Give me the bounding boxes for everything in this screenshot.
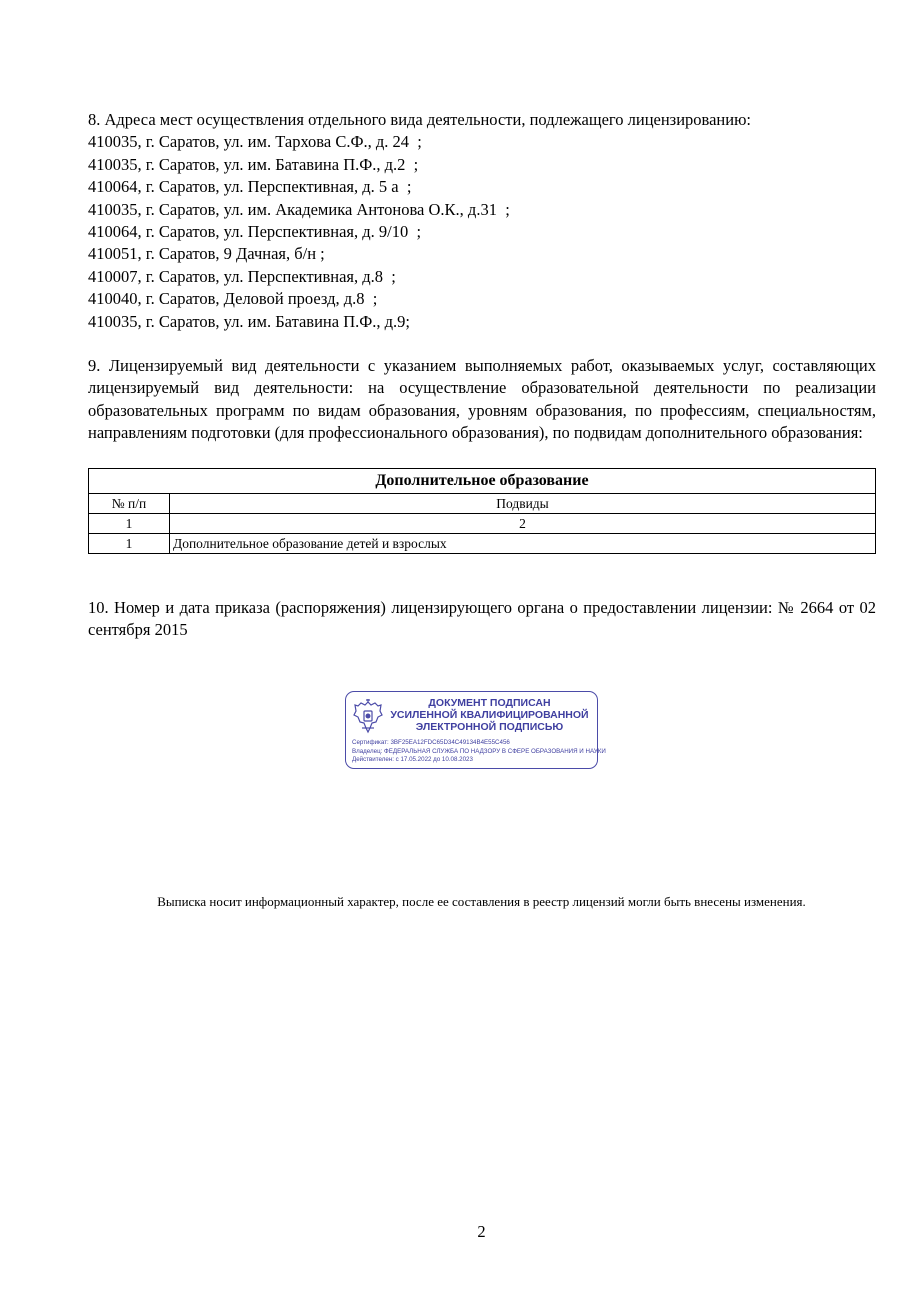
address-line: 410040, г. Саратов, Деловой проезд, д.8 ; bbox=[88, 289, 378, 309]
table-header-row bbox=[89, 494, 876, 514]
row-subtype: Дополнительное образование детей и взрослых bbox=[170, 534, 876, 554]
coat-of-arms-icon bbox=[352, 698, 384, 736]
electronic-signature-stamp bbox=[345, 691, 606, 769]
numbering-col-1: 1 bbox=[89, 514, 170, 534]
stamp-details bbox=[352, 739, 606, 765]
stamp-owner: Владелец: ФЕДЕРАЛЬНАЯ СЛУЖБА ПО НАДЗОРУ В СФЕРЕ ОБРАЗОВАНИЯ И НАУКИ bbox=[352, 747, 606, 755]
address-line: 410064, г. Саратов, ул. Перспективная, д. 9/10 ; bbox=[88, 222, 422, 242]
stamp-validity: Действителен: с 17.05.2022 до 10.08.2023 bbox=[352, 756, 473, 764]
stamp-line-3: ЭЛЕКТРОННОЙ ПОДПИСЬЮ bbox=[415, 721, 564, 733]
header-number: № п/п bbox=[89, 494, 170, 514]
table-title: Дополнительное образование bbox=[89, 469, 876, 494]
numbering-col-2: 2 bbox=[170, 514, 876, 534]
table-numbering-row bbox=[89, 514, 876, 534]
address-line: 410035, г. Саратов, ул. им. Батавина П.Ф., д.9; bbox=[88, 311, 411, 331]
address-line: 410064, г. Саратов, ул. Перспективная, д. 5 а ; bbox=[88, 177, 412, 197]
section-8-addresses bbox=[88, 109, 876, 333]
header-subtypes: Подвиды bbox=[170, 494, 876, 514]
disclaimer-note: Выписка носит информационный характер, после ее составления в реестр лицензий могли быть внесены изменения. bbox=[157, 894, 806, 909]
section-9-activity-text: 9. Лицензируемый вид деятельности с указанием выполняемых работ, оказываемых услуг, составляющих лицензируемый вид деятельности: на осуществление образовательной деятельности по реализации образовательных программ по видам образования, уровням образования, по профессиям, специальностям, направлениям подготовки (для профессионального образования), по подвидам дополнительного образования: bbox=[88, 356, 876, 443]
education-table bbox=[88, 468, 876, 554]
section-10-order-text: 10. Номер и дата приказа (распоряжения) лицензирующего органа о предоставлении лицензии: № 2664 от 02 сентября 2015 bbox=[88, 598, 876, 640]
section-8-heading: 8. Адреса мест осуществления отдельного вида деятельности, подлежащего лицензированию: bbox=[88, 110, 751, 129]
row-number: 1 bbox=[89, 534, 170, 554]
stamp-heading bbox=[386, 697, 593, 733]
page-number: 2 bbox=[477, 1222, 486, 1241]
address-line: 410007, г. Саратов, ул. Перспективная, д.8 ; bbox=[88, 266, 396, 286]
table-title-row bbox=[89, 469, 876, 494]
address-line: 410035, г. Саратов, ул. им. Академика Антонова О.К., д.31 ; bbox=[88, 199, 510, 219]
address-line: 410035, г. Саратов, ул. им. Батавина П.Ф., д.2 ; bbox=[88, 154, 419, 174]
education-table-wrapper bbox=[88, 468, 876, 554]
table-row bbox=[89, 534, 876, 554]
address-line: 410051, г. Саратов, 9 Дачная, б/н ; bbox=[88, 244, 325, 264]
stamp-certificate: Сертификат: 3BF25EA12FDC65D34C49134B4E55C456 bbox=[352, 739, 510, 746]
address-line: 410035, г. Саратов, ул. им. Тархова С.Ф., д. 24 ; bbox=[88, 132, 422, 152]
stamp-line-1: ДОКУМЕНТ ПОДПИСАН bbox=[428, 697, 551, 709]
stamp-line-2: УСИЛЕННОЙ КВАЛИФИЦИРОВАННОЙ bbox=[390, 709, 589, 721]
